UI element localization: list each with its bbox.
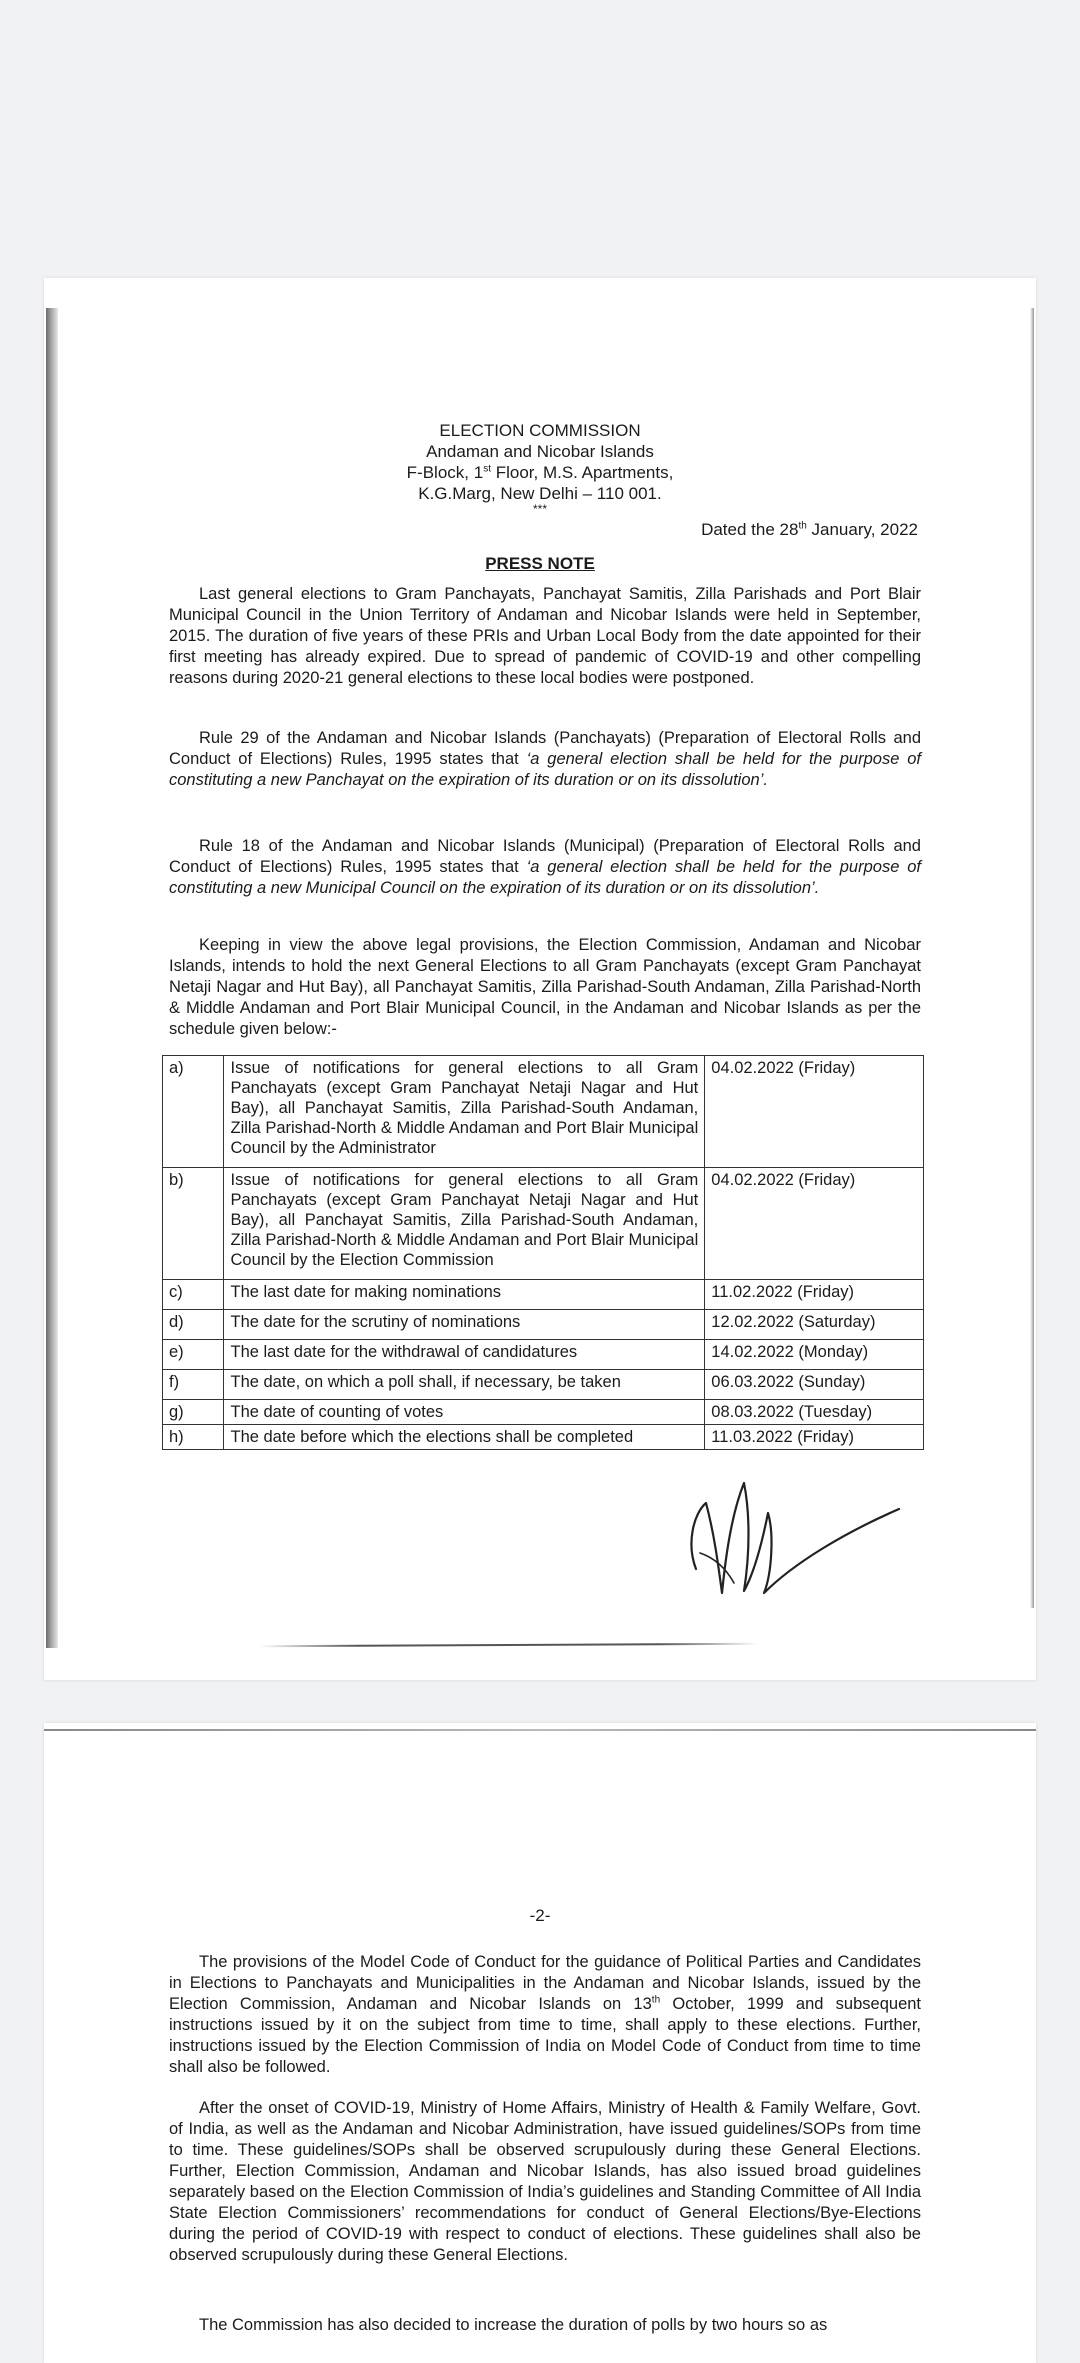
table-row	[163, 1400, 924, 1425]
row-event: The last date for making nominations	[224, 1280, 705, 1310]
row-event: The date, on which a poll shall, if necessary, be taken	[224, 1370, 705, 1400]
scan-top-edge	[44, 1729, 1036, 1731]
row-event: The last date for the withdrawal of candidatures	[224, 1340, 705, 1370]
org-address-line2: K.G.Marg, New Delhi – 110 001.	[418, 484, 662, 503]
row-event: Issue of notifications for general elections to all Gram Panchayats (except Gram Panchayat Netaji Nagar and Hut Bay), all Panchayat Samitis, Zilla Parishad-South Andaman, Zilla Parishad-North & Middle Andaman and Port Blair Municipal Council by the Administrator	[224, 1056, 705, 1168]
row-index: d)	[163, 1310, 224, 1340]
press-note-title: PRESS NOTE	[485, 554, 595, 573]
table-row	[163, 1168, 924, 1280]
row-event: The date of counting of votes	[224, 1400, 705, 1425]
org-region: Andaman and Nicobar Islands	[426, 442, 654, 461]
row-date: 11.03.2022 (Friday)	[705, 1425, 924, 1450]
row-index: c)	[163, 1280, 224, 1310]
dated-line: Dated the 28th January, 2022	[701, 520, 918, 539]
row-date: 11.02.2022 (Friday)	[705, 1280, 924, 1310]
table-row	[163, 1340, 924, 1370]
row-date: 04.02.2022 (Friday)	[705, 1056, 924, 1168]
paragraph-model-code: The provisions of the Model Code of Conduct for the guidance of Political Parties and Candidates in Elections to Panchayats and Municipalities in the Andaman and Nicobar Islands, issued by the Election Commission, Andaman and Nicobar Islands on 13th October, 1999 and subsequent instructions issued by it on the subject from time to time, shall apply to these elections. Further, instructions issued by the Election Commission of India on Model Code of Conduct from time to time shall also be followed.	[169, 1953, 922, 2076]
row-date: 04.02.2022 (Friday)	[705, 1168, 924, 1280]
table-row	[163, 1370, 924, 1400]
row-index: b)	[163, 1168, 224, 1280]
row-index: h)	[163, 1425, 224, 1450]
page-number: -2-	[529, 1906, 551, 1925]
document-page-1	[44, 278, 1036, 1680]
document-page-2	[44, 1723, 1036, 2363]
row-event: The date for the scrutiny of nominations	[224, 1310, 705, 1340]
paragraph-schedule-intro: Keeping in view the above legal provisions, the Election Commission, Andaman and Nicobar Islands, intends to hold the next General Elections to all Gram Panchayats (except Gram Panchayat Netaji Nagar and Hut Bay), all Panchayat Samitis, Zilla Parishad-South Andaman, Zilla Parishad-North & Middle Andaman and Port Blair Municipal Council, in the Andaman and Nicobar Islands as per the schedule given below:-	[169, 936, 921, 1038]
row-event: Issue of notifications for general elections to all Gram Panchayats (except Gram Panchayat Netaji Nagar and Hut Bay), all Panchayat Samitis, Zilla Parishad-South Andaman, Zilla Parishad-North & Middle Andaman and Port Blair Municipal Council by the Election Commission	[224, 1168, 705, 1280]
org-address-line1: F-Block, 1st Floor, M.S. Apartments,	[406, 463, 674, 482]
table-row	[163, 1280, 924, 1310]
separator-stars: ***	[532, 502, 547, 516]
row-event: The date before which the elections shall be completed	[224, 1425, 705, 1450]
row-date: 12.02.2022 (Saturday)	[705, 1310, 924, 1340]
row-index: e)	[163, 1340, 224, 1370]
row-date: 06.03.2022 (Sunday)	[705, 1370, 924, 1400]
row-index: g)	[163, 1400, 224, 1425]
scan-bottom-edge	[259, 1643, 759, 1648]
paragraph-covid-guidelines: After the onset of COVID-19, Ministry of Home Affairs, Ministry of Health & Family Welfare, Govt. of India, as well as the Andaman and Nicobar Administration, have issued guidelines/SOPs from time to time. These guidelines/SOPs shall be observed scrupulously during these General Elections. Further, Election Commission, Andaman and Nicobar Islands, has also issued broad guidelines separately based on the Election Commission of India’s guidelines and Standing Committee of All India State Election Commissioners’ recommendations for conduct of General Elections/Bye-Elections during the period of COVID-19 with respect to conduct of elections. These guidelines shall also be observed scrupulously during these General Elections.	[169, 2099, 921, 2264]
table-row	[163, 1310, 924, 1340]
row-index: a)	[163, 1056, 224, 1168]
org-name: ELECTION COMMISSION	[439, 421, 641, 440]
signature-image	[684, 1473, 904, 1603]
paragraph-rule-29: Rule 29 of the Andaman and Nicobar Islands (Panchayats) (Preparation of Electoral Rolls and Conduct of Elections) Rules, 1995 states that ‘a general election shall be held for the purpose of constituting a new Panchayat on the expiration of its duration or on its dissolution’.	[169, 729, 921, 789]
table-row	[163, 1425, 924, 1450]
row-index: f)	[163, 1370, 224, 1400]
election-schedule-table	[162, 1055, 924, 1450]
row-date: 08.03.2022 (Tuesday)	[705, 1400, 924, 1425]
paragraph-intro: Last general elections to Gram Panchayats, Panchayat Samitis, Zilla Parishads and Port Blair Municipal Council in the Union Territory of Andaman and Nicobar Islands were held in September, 2015. The duration of five years of these PRIs and Urban Local Body from the date appointed for their first meeting has already expired. Due to spread of pandemic of COVID-19 and other compelling reasons during 2020-21 general elections to these local bodies were postponed.	[169, 585, 921, 687]
paragraph-rule-18: Rule 18 of the Andaman and Nicobar Islands (Municipal) (Preparation of Electoral Rolls and Conduct of Elections) Rules, 1995 states that ‘a general election shall be held for the purpose of constituting a new Municipal Council on the expiration of its duration or on its dissolution’.	[169, 837, 921, 897]
table-row	[163, 1056, 924, 1168]
row-date: 14.02.2022 (Monday)	[705, 1340, 924, 1370]
letterhead	[44, 420, 1036, 514]
paragraph-poll-duration: The Commission has also decided to increase the duration of polls by two hours so as	[199, 2316, 828, 2334]
